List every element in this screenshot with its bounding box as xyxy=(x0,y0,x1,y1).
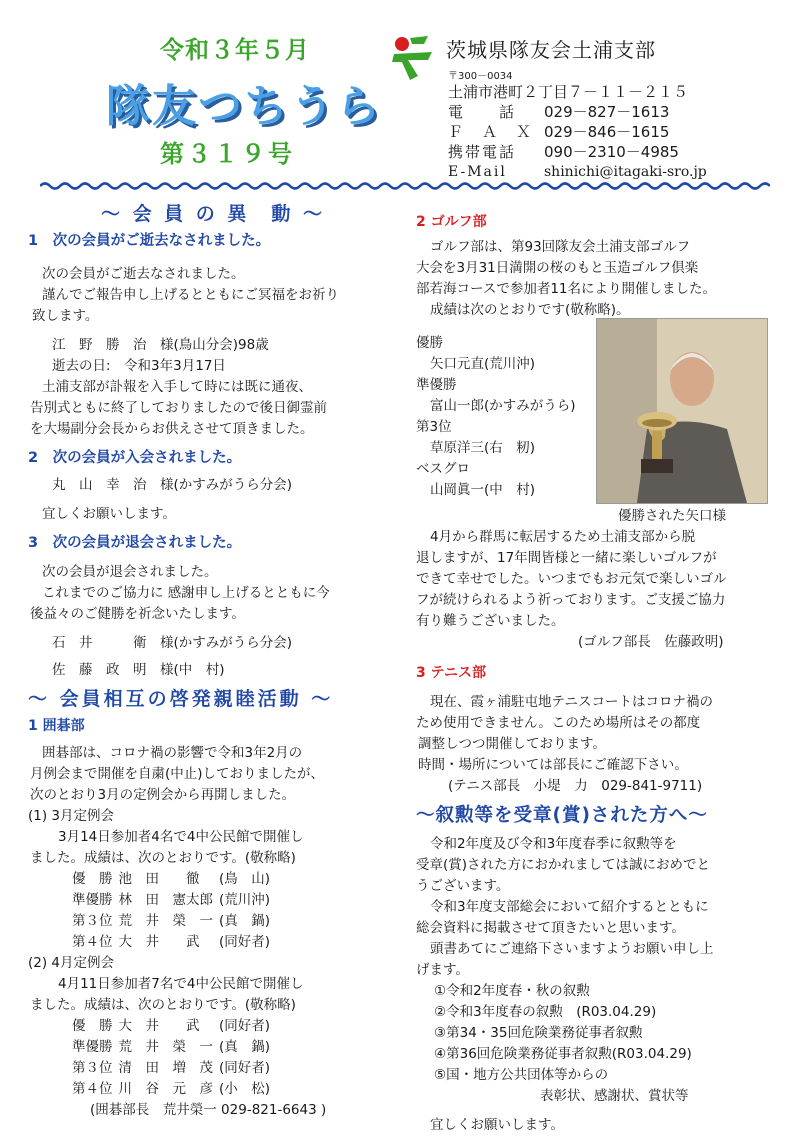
result-rank: 第４位 xyxy=(72,1081,113,1097)
go-april-results xyxy=(72,1016,276,1100)
result-aff: (真 鍋) xyxy=(219,1039,271,1055)
deceased-heading: 1 次の会員がご逝去なされました。 xyxy=(28,233,271,249)
text: できて幸せでした。いつまでもお元気で楽しいゴル xyxy=(416,571,727,587)
fax-number: 029－846－1615 xyxy=(544,123,670,141)
text: 次の会員が退会されました。 xyxy=(42,564,218,580)
text: ため使用できません。このため場所はその都度 xyxy=(416,715,701,731)
golf-result-name: 山岡眞一(中 村) xyxy=(430,482,536,498)
address: 土浦市港町２丁目７－１１－２１５ xyxy=(448,83,689,101)
text: 部若海コースで参加者11名により開催しました。 xyxy=(416,281,717,297)
wave-divider xyxy=(40,180,770,192)
result-aff: (同好者) xyxy=(219,934,271,950)
golf-club-heading: 2 ゴルフ部 xyxy=(416,214,487,230)
result-aff: (同好者) xyxy=(219,1060,271,1076)
result-row xyxy=(72,1016,276,1037)
golf-club-signature: (ゴルフ部長 佐藤政明) xyxy=(578,634,724,650)
fax-label: Ｆ Ａ Ｘ xyxy=(448,123,534,141)
golf-result-rank: ベスグロ xyxy=(416,461,470,477)
result-name: 大 井 武 xyxy=(118,934,200,950)
issue-number: 第３１９号 xyxy=(160,140,295,168)
text: 宜しくお願いします。 xyxy=(42,506,176,522)
postal-code: 〒300－0034 xyxy=(448,71,513,82)
golf-result-rank: 準優勝 xyxy=(416,377,457,393)
award-list-item: ④第36回危険業務従事者叙勲(R03.04.29) xyxy=(434,1046,692,1062)
golf-result-name: 富山一郎(かすみがうら) xyxy=(430,398,576,414)
text: 謹んでご報告申し上げるとともにご冥福をお祈り xyxy=(42,287,339,303)
text: 退しますが、17年間皆様と一緒に楽しいゴルフが xyxy=(416,550,717,566)
subheading: (1) 3月定例会 xyxy=(28,808,115,824)
text: 大会を3月31日満開の桜のもと玉造ゴルフ倶楽 xyxy=(416,260,699,276)
right-column-lower xyxy=(416,506,772,1136)
activities-title: ～ 会員相互の啓発親睦活動 ～ xyxy=(28,688,334,710)
email-address[interactable]: shinichi@itagaki-sro.jp xyxy=(544,164,707,180)
text: ました。成績は、次のとおりです。(敬称略) xyxy=(30,997,296,1013)
text: 囲碁部は、コロナ禍の影響で令和3年2月の xyxy=(42,745,303,761)
withdrawn-name: 佐 藤 政 明 様(中 村) xyxy=(52,662,225,678)
result-name: 川 谷 元 彦 xyxy=(118,1081,213,1097)
result-name: 荒 井 榮 一 xyxy=(118,1039,213,1055)
result-aff: (真 鍋) xyxy=(219,913,271,929)
result-name: 清 田 増 茂 xyxy=(118,1060,213,1076)
text: 土浦支部が訃報を入手して時には既に通夜、 xyxy=(42,379,312,395)
result-aff: (荒川沖) xyxy=(219,892,271,908)
organization-name: 茨城県隊友会土浦支部 xyxy=(446,38,656,62)
tennis-club-signature: (テニス部長 小堤 力 029-841-9711) xyxy=(448,778,703,794)
text: ました。成績は、次のとおりです。(敬称略) xyxy=(30,850,296,866)
issue-date: 令和３年５月 xyxy=(160,36,310,64)
award-list-item: ①令和2年度春・秋の叙勲 xyxy=(434,983,590,999)
photo-caption: 優勝された矢口様 xyxy=(618,508,726,524)
result-aff: (同好者) xyxy=(219,1018,271,1034)
golf-result-name: 草原洋三(右 籾) xyxy=(430,440,536,456)
deceased-name: 江 野 勝 治 様(鳥山分会)98歳 xyxy=(52,337,269,353)
golf-result-rank: 優勝 xyxy=(416,335,443,351)
text: 令和3年度支部総会において紹介するとともに xyxy=(430,899,709,915)
text: 受章(賞)された方におかれましては誠におめでと xyxy=(416,857,711,873)
go-club-signature: (囲碁部長 荒井榮一 029-821-6643 ) xyxy=(90,1102,327,1118)
award-list-item: ③第34・35回危険業務従事者叙勲 xyxy=(434,1025,643,1041)
text: 時間・場所については部長にご確認下さい。 xyxy=(418,757,688,773)
withdrawn-heading: 3 次の会員が退会されました。 xyxy=(28,535,242,551)
tel-number: 029－827－1613 xyxy=(544,103,670,121)
text: 後益々のご健勝を祈念いたします。 xyxy=(30,606,245,622)
text: 次のとおり3月の定例会から再開しました。 xyxy=(30,787,296,803)
tel-label: 電 話 xyxy=(448,103,517,121)
closing: 宜しくお願いします。 xyxy=(430,1117,564,1133)
text: これまでのご協力に 感謝申し上げるとともに今 xyxy=(42,585,330,601)
organization-logo-icon xyxy=(388,32,436,84)
text: ゴルフ部は、第93回隊友会土浦支部ゴルフ xyxy=(430,239,691,255)
award-list xyxy=(416,981,772,1086)
result-rank: 優 勝 xyxy=(72,871,113,887)
text: 月例会まで開催を自粛(中止)しておりましたが、 xyxy=(30,766,325,782)
text: を大場副分会長からお供えさせて頂きました。 xyxy=(30,421,314,437)
golf-result-name: 矢口元直(荒川沖) xyxy=(430,356,536,372)
mobile-number: 090－2310－4985 xyxy=(544,143,679,161)
text: 4月から群馬に転居するため土浦支部から脱 xyxy=(430,529,696,545)
deceased-date: 逝去の日: 令和3年3月17日 xyxy=(52,358,226,374)
text: 頭書あてにご連絡下さいますようお願い申し上 xyxy=(430,941,714,957)
text: 調整しつつ開催しております。 xyxy=(418,736,606,752)
award-list-item: 表彰状、感謝状、賞状等 xyxy=(540,1088,689,1104)
text: 現在、霞ヶ浦駐屯地テニスコートはコロナ禍の xyxy=(430,694,713,710)
result-rank: 準優勝 xyxy=(72,1039,113,1055)
result-rank: 準優勝 xyxy=(72,892,113,908)
subheading: (2) 4月定例会 xyxy=(28,955,115,971)
tennis-club-heading: 3 テニス部 xyxy=(416,665,487,681)
text: うございます。 xyxy=(416,878,510,894)
award-list-item: ②令和3年度春の叙勲 (R03.04.29) xyxy=(434,1004,657,1020)
joined-heading: 2 次の会員が入会されました。 xyxy=(28,450,242,466)
contact-info xyxy=(448,82,707,182)
result-rank: 第３位 xyxy=(72,1060,113,1076)
newsletter-title: 隊友つちうら xyxy=(106,81,382,132)
result-aff: (鳥 山) xyxy=(219,871,271,887)
result-row xyxy=(72,1037,276,1058)
result-aff: (小 松) xyxy=(219,1081,271,1097)
text: フが続けられるよう祈っております。ご支援ご協力 xyxy=(416,592,726,608)
result-row xyxy=(72,1058,276,1079)
text: 致します。 xyxy=(32,308,99,324)
result-rank: 第３位 xyxy=(72,913,113,929)
go-march-results xyxy=(72,869,276,953)
text: 総会資料に掲載させて頂きたいと思います。 xyxy=(416,920,685,936)
text: げます。 xyxy=(416,962,469,978)
withdrawn-name: 石 井 衛 様(かすみがうら分会) xyxy=(52,635,293,651)
award-list-item: ⑤国・地方公共団体等からの xyxy=(434,1067,609,1083)
winner-photo xyxy=(596,318,768,504)
joined-name: 丸 山 幸 治 様(かすみがうら分会) xyxy=(52,477,293,493)
text: 成績は次のとおりです(敬称略)。 xyxy=(430,302,630,318)
result-row xyxy=(72,911,276,932)
text: 4月11日参加者7名で4中公民館で開催し xyxy=(58,976,304,992)
result-row xyxy=(72,890,276,911)
go-club-heading: 1 囲碁部 xyxy=(28,718,85,734)
email-label: E-Mail xyxy=(448,164,507,180)
result-row xyxy=(72,932,276,953)
result-row xyxy=(72,869,276,890)
result-name: 池 田 徹 xyxy=(118,871,200,887)
result-name: 荒 井 榮 一 xyxy=(118,913,213,929)
text: 3月14日参加者4名で4中公民館で開催し xyxy=(58,829,304,845)
result-rank: 第４位 xyxy=(72,934,113,950)
result-row xyxy=(72,1079,276,1100)
text: 次の会員がご逝去なされました。 xyxy=(42,266,245,282)
text: 令和2年度及び令和3年度春季に叙勲等を xyxy=(430,836,677,852)
result-rank: 優 勝 xyxy=(72,1018,113,1034)
awards-title: ～叙勲等を受章(賞)された方へ～ xyxy=(416,805,708,826)
result-name: 大 井 武 xyxy=(118,1018,200,1034)
text: 告別式ともに終了しておりましたので後日御霊前 xyxy=(30,400,327,416)
left-column xyxy=(28,204,398,1121)
mobile-label: 携帯電話 xyxy=(448,143,517,161)
text: 有り難うございました。 xyxy=(416,613,565,629)
golf-result-rank: 第3位 xyxy=(416,419,452,435)
result-name: 林 田 憲太郎 xyxy=(118,892,213,908)
member-changes-title: ～ 会 員 の 異 動 ～ xyxy=(100,203,326,225)
